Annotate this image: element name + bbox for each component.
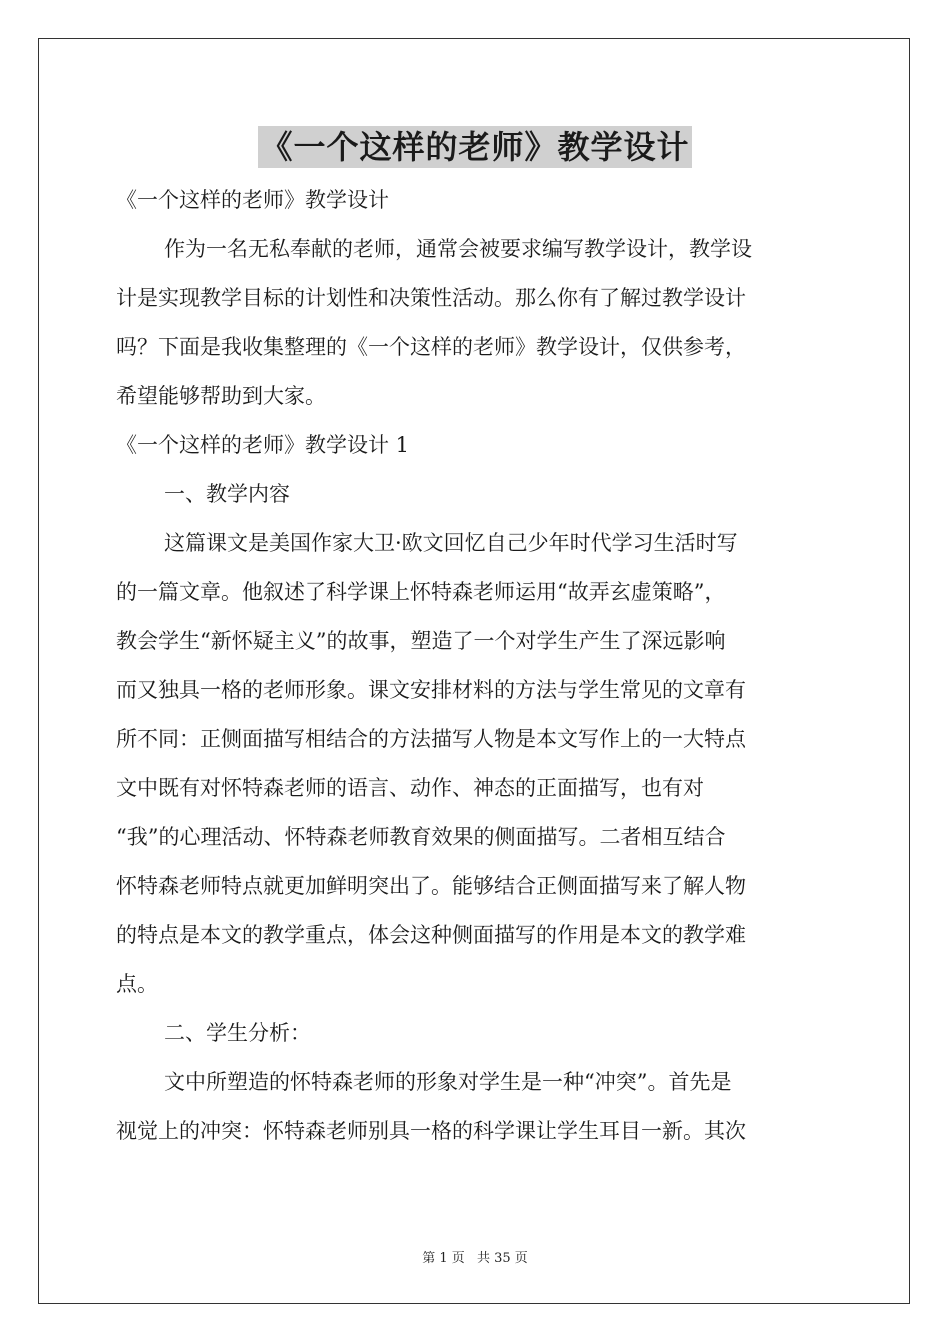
text-line: 《一个这样的老师》教学设计 [116,188,389,212]
document-title: 《一个这样的老师》教学设计 [260,128,690,166]
text-line: 二、学生分析： [164,1021,311,1045]
text-line: 一、教学内容 [164,482,290,506]
text-line: 的一篇文章。他叙述了科学课上怀特森老师运用“故弄玄虚策略”， [116,580,726,604]
text-line: 的特点是本文的教学重点，体会这种侧面描写的作用是本文的教学难 [116,923,746,947]
text-line: 希望能够帮助到大家。 [116,384,326,408]
text-line: 文中既有对怀特森老师的语言、动作、神态的正面描写，也有对 [116,776,704,800]
text-line: 计是实现教学目标的计划性和决策性活动。那么你有了解过教学设计 [116,286,746,310]
page-total: 共 35 页 [476,1251,528,1266]
text-line: 吗？下面是我收集整理的《一个这样的老师》教学设计，仅供参考， [116,335,746,359]
page-footer [0,1247,950,1266]
text-line: 这篇课文是美国作家大卫·欧文回忆自己少年时代学习生活时写 [164,531,738,555]
text-line: 视觉上的冲突：怀特森老师别具一格的科学课让学生耳目一新。其次 [116,1119,746,1143]
text-line: 怀特森老师特点就更加鲜明突出了。能够结合正侧面描写来了解人物 [116,874,746,898]
page-number: 第 1 页 [422,1251,465,1266]
text-line: 所不同：正侧面描写相结合的方法描写人物是本文写作上的一大特点 [116,727,746,751]
text-line: 作为一名无私奉献的老师，通常会被要求编写教学设计，教学设 [164,237,752,261]
text-line: 而又独具一格的老师形象。课文安排材料的方法与学生常见的文章有 [116,678,746,702]
text-line: 《一个这样的老师》教学设计 1 [116,433,410,457]
text-line: 点。 [116,972,158,996]
text-line: 教会学生“新怀疑主义”的故事，塑造了一个对学生产生了深远影响 [116,629,726,653]
title-container [0,126,950,168]
document-body [116,176,832,1156]
text-line: “我”的心理活动、怀特森老师教育效果的侧面描写。二者相互结合 [116,825,726,849]
text-line: 文中所塑造的怀特森老师的形象对学生是一种“冲突”。首先是 [164,1070,732,1094]
